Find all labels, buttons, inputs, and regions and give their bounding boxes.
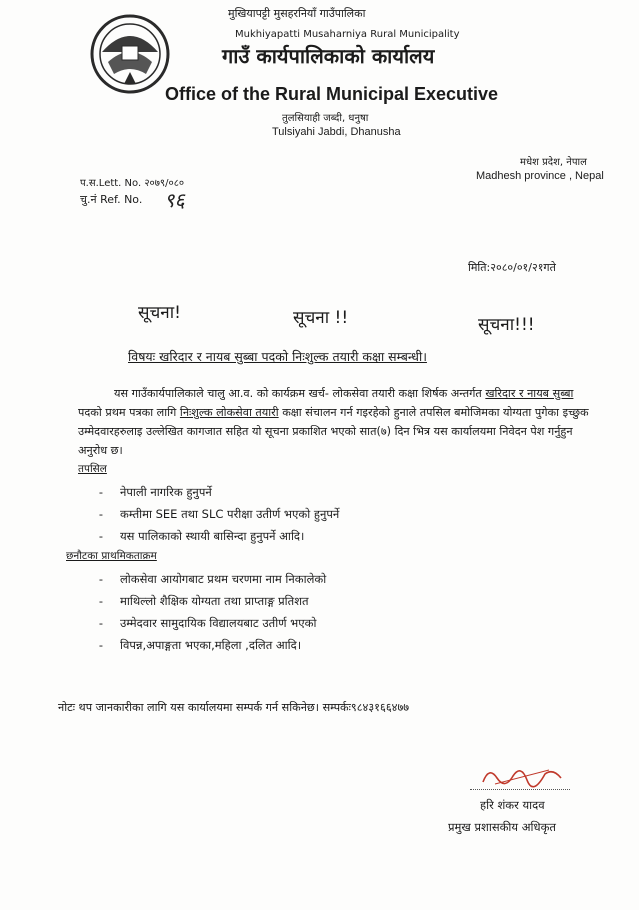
notice-heading-1: सूचना!: [138, 303, 181, 323]
priority-title: छनौटका प्राथमिकताक्रम: [66, 550, 157, 562]
contact-note: नोटः थप जानकारीका लागि यस कार्यालयमा सम्पर्क गर्न सकिनेछ। सम्पर्कः९८४३१६६४७७: [58, 701, 410, 714]
list-item-text: माथिल्लो शैक्षिक योग्यता तथा प्राप्ताङ्ग प्रतिशत: [120, 593, 309, 608]
reference-number-value: ९६: [164, 188, 185, 212]
signature-icon: [475, 762, 570, 790]
municipality-name-np: मुखियापट्टी मुसहरनियाँ गाउँपालिका: [228, 7, 366, 20]
address-en: Tulsiyahi Jabdi, Dhanusha: [272, 126, 401, 138]
list-item-text: लोकसेवा आयोगबाट प्रथम चरणमा नाम निकालेको: [120, 571, 327, 586]
body-text-part: यस गाउँकार्यपालिकाले चालु आ.व. को कार्यक्रम खर्च- लोकसेवा तयारी कक्षा शिर्षक अन्तर्गत: [114, 387, 486, 400]
body-underlined-free-class: निःशुल्क लोकसेवा तयारी: [179, 406, 279, 419]
letter-number: प.स.Lett. No. २०७९/०८०: [80, 178, 185, 189]
subject-line: विषयः खरिदार र नायब सुब्बा पदको निःशुल्क तयारी कक्षा सम्बन्धी।: [128, 349, 427, 364]
office-name-np: गाउँ कार्यपालिकाको कार्यालय: [222, 44, 435, 68]
notice-body: [66, 384, 596, 656]
municipality-logo-icon: [88, 12, 172, 96]
list-item: - विपन्न,अपाङ्गता भएका,महिला ,दलित आदि।: [96, 634, 596, 656]
list-item: - नेपाली नागरिक हुनुपर्ने: [96, 481, 596, 503]
address-np: तुलसियाही जब्दी, धनुषा: [282, 113, 369, 124]
list-item-text: कम्तीमा SEE तथा SLC परीक्षा उतीर्ण भएको हुनुपर्ने: [120, 506, 340, 521]
province-np: मधेश प्रदेश, नेपाल: [520, 157, 587, 168]
notice-heading-3: सूचना!!!: [478, 315, 535, 335]
tapsil-list: [96, 481, 596, 547]
list-item-text: उम्मेदवार सामुदायिक विद्यालयबाट उतीर्ण भएको: [120, 615, 317, 630]
list-item-text: विपन्न,अपाङ्गता भएका,महिला ,दलित आदि।: [120, 637, 302, 652]
signer-designation: प्रमुख प्रशासकीय अधिकृत: [448, 820, 556, 834]
signature-line: [470, 789, 570, 790]
province-en: Madhesh province , Nepal: [476, 170, 604, 182]
list-item: - यस पालिकाको स्थायी बासिन्दा हुनुपर्ने आदि।: [96, 525, 596, 547]
body-text-part: पदको प्रथम पत्रका लागि: [78, 406, 180, 419]
body-text-part: कक्षा संचालन गर्न गइरहेको हुनाले तपसिल बमोजिमका योग्यता पुगेका इच्छुक उम्मेदवारहरुलाइ उल्लेखित कागजात सहित यो सूचना प्रकाशित भएको सात(७) दिन भित्र यस कार्यालयमा निवेदन पेश गर्नुहुन अनुरोध छ।: [78, 406, 589, 457]
tapsil-title: तपसिल: [78, 463, 107, 475]
body-underlined-posts: खरिदार र नायब सुब्बा: [485, 387, 574, 400]
office-name-en: Office of the Rural Municipal Executive: [165, 84, 499, 104]
list-item-text: नेपाली नागरिक हुनुपर्ने: [120, 484, 212, 499]
list-item: - माथिल्लो शैक्षिक योग्यता तथा प्राप्ताङ्ग प्रतिशत: [96, 590, 596, 612]
reference-number-label: चु.नं Ref. No.: [80, 193, 143, 206]
notice-heading-2: सूचना !!: [293, 308, 349, 328]
list-item: - कम्तीमा SEE तथा SLC परीक्षा उतीर्ण भएको हुनुपर्ने: [96, 503, 596, 525]
signer-name: हरि शंकर यादव: [480, 798, 545, 812]
list-item: - उम्मेदवार सामुदायिक विद्यालयबाट उतीर्ण भएको: [96, 612, 596, 634]
list-item-text: यस पालिकाको स्थायी बासिन्दा हुनुपर्ने आदि।: [120, 528, 305, 543]
list-item: - लोकसेवा आयोगबाट प्रथम चरणमा नाम निकालेको: [96, 568, 596, 590]
municipality-name-en: Mukhiyapatti Musaharniya Rural Municipality: [235, 29, 460, 40]
body-paragraph: [78, 384, 596, 460]
document-date: मिति:२०८०/०१/२१गते: [468, 261, 556, 274]
priority-list: [96, 568, 596, 656]
